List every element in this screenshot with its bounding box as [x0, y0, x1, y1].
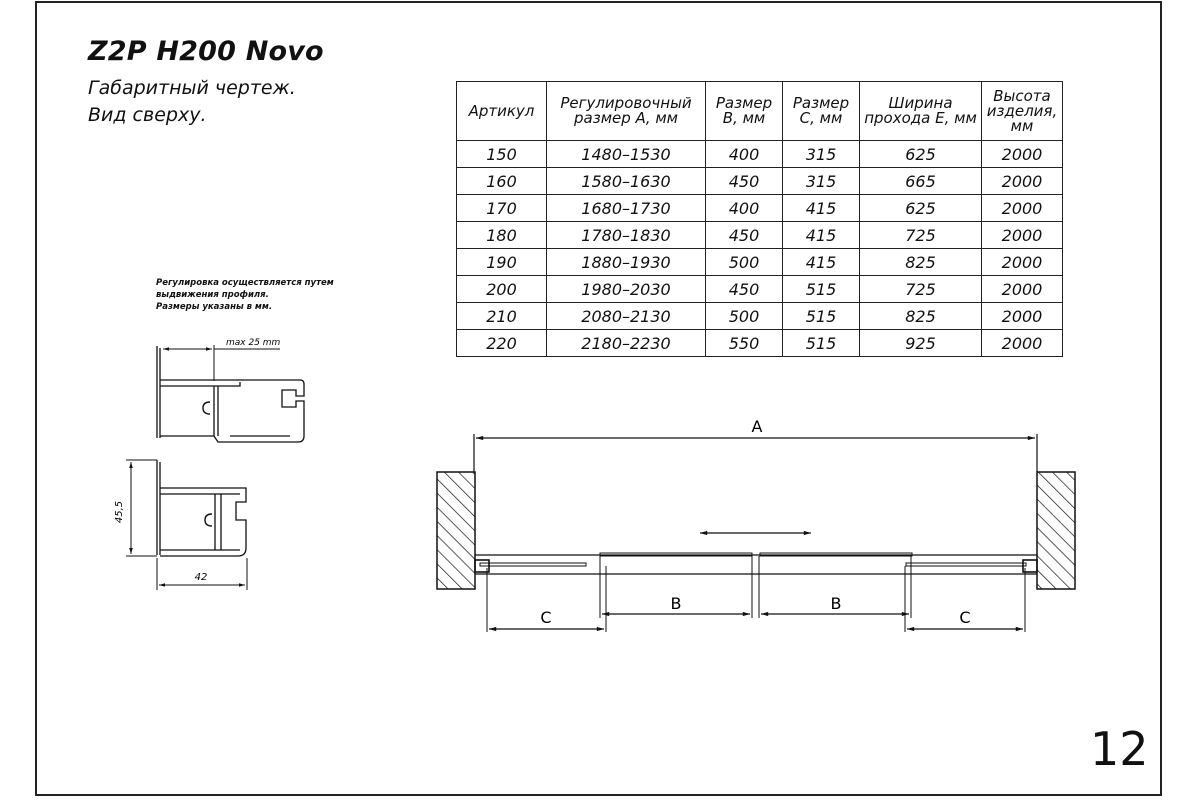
table-cell: 625	[860, 141, 982, 168]
table-cell: 2000	[982, 249, 1063, 276]
table-cell: 400	[706, 195, 783, 222]
table-cell: 500	[706, 249, 783, 276]
table-cell: 2000	[982, 330, 1063, 357]
table-cell: 450	[706, 222, 783, 249]
table-cell: 1580–1630	[547, 168, 706, 195]
drawing-title: Z2P H200 Novo	[88, 36, 324, 67]
table-cell: 825	[860, 249, 982, 276]
header-size-c: Размер С, мм	[783, 82, 860, 141]
drawing-subtitle-2: Вид сверху.	[88, 104, 207, 126]
plan-view	[437, 434, 1075, 632]
table-cell: 725	[860, 276, 982, 303]
dim-c-left-label: C	[540, 608, 552, 627]
table-cell: 315	[783, 141, 860, 168]
table-cell: 515	[783, 276, 860, 303]
table-cell: 1880–1930	[547, 249, 706, 276]
profile-section-extended	[157, 345, 304, 442]
table-cell: 1680–1730	[547, 195, 706, 222]
profile-note-1: Регулировка осуществляется путем	[156, 278, 334, 288]
max-25mm-label: max 25 mm	[226, 338, 281, 348]
table-cell: 550	[706, 330, 783, 357]
table-cell: 315	[783, 168, 860, 195]
table-cell: 1480–1530	[547, 141, 706, 168]
table-cell: 170	[457, 195, 547, 222]
dim-b-right-label: B	[830, 594, 842, 613]
drawing-subtitle-1: Габаритный чертеж.	[88, 77, 296, 99]
table-cell: 220	[457, 330, 547, 357]
dim-b-left-label: B	[670, 594, 682, 613]
page-number: 12	[1090, 722, 1149, 776]
table-cell: 925	[860, 330, 982, 357]
table-cell: 2000	[982, 303, 1063, 330]
table-cell: 415	[783, 249, 860, 276]
table-cell: 450	[706, 276, 783, 303]
table-cell: 2000	[982, 195, 1063, 222]
table-cell: 2000	[982, 276, 1063, 303]
header-article: Артикул	[457, 82, 547, 141]
table-cell: 415	[783, 222, 860, 249]
table-cell: 1980–2030	[547, 276, 706, 303]
table-cell: 1780–1830	[547, 222, 706, 249]
table-cell: 2000	[982, 141, 1063, 168]
table-cell: 160	[457, 168, 547, 195]
profile-section-base	[126, 460, 247, 590]
table-cell: 2000	[982, 168, 1063, 195]
table-cell: 625	[860, 195, 982, 222]
table-cell: 210	[457, 303, 547, 330]
profile-note-3: Размеры указаны в мм.	[156, 302, 273, 312]
table-cell: 825	[860, 303, 982, 330]
table-cell: 665	[860, 168, 982, 195]
table-cell: 200	[457, 276, 547, 303]
table-cell: 400	[706, 141, 783, 168]
table-cell: 415	[783, 195, 860, 222]
table-cell: 725	[860, 222, 982, 249]
table-cell: 190	[457, 249, 547, 276]
header-height: Высота изделия, мм	[982, 82, 1063, 141]
header-size-a: Регулировочный размер А, мм	[547, 82, 706, 141]
table-cell: 515	[783, 330, 860, 357]
dim-a-label: A	[751, 417, 763, 436]
right-wall	[1037, 472, 1075, 589]
table-cell: 500	[706, 303, 783, 330]
table-cell: 515	[783, 303, 860, 330]
left-wall	[437, 472, 475, 589]
header-width-e: Ширина прохода Е, мм	[860, 82, 982, 141]
table-cell: 2000	[982, 222, 1063, 249]
table-cell: 450	[706, 168, 783, 195]
profile-note-2: выдвижения профиля.	[156, 290, 269, 300]
height-45-5-label: 45,5	[114, 500, 125, 524]
table-cell: 2080–2130	[547, 303, 706, 330]
header-size-b: Размер В, мм	[706, 82, 783, 141]
table-cell: 2180–2230	[547, 330, 706, 357]
dim-c-right-label: C	[959, 608, 971, 627]
table-cell: 180	[457, 222, 547, 249]
table-cell: 150	[457, 141, 547, 168]
width-42-label: 42	[194, 572, 208, 583]
